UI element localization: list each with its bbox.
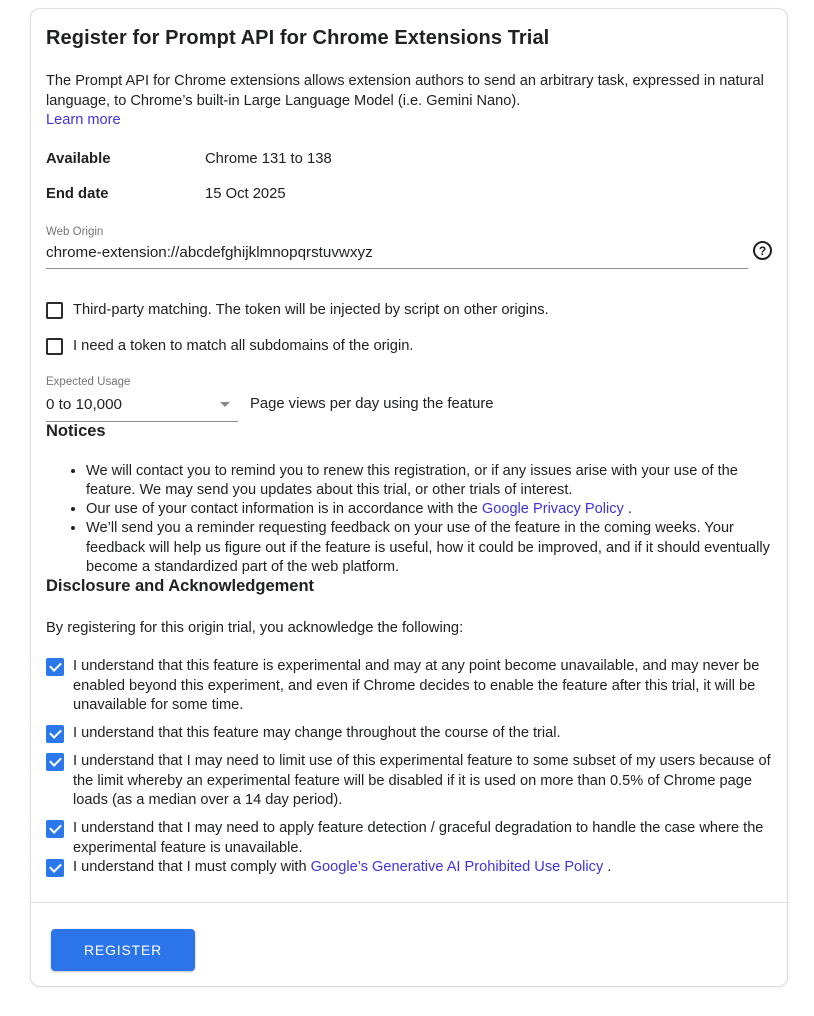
notice-item [86, 462, 771, 501]
end-date-value: 15 Oct 2025 [205, 185, 286, 202]
acknowledgement-text: I understand that I may need to apply feature detection / graceful degradation to handle the case where the experimental feature is unavailable. [73, 820, 764, 856]
expected-usage-value: 0 to 10,000 [46, 395, 123, 413]
privacy-policy-link[interactable]: Google Privacy Policy [481, 501, 624, 518]
expected-usage-select[interactable] [46, 392, 238, 422]
card-body [31, 9, 787, 894]
acknowledgement-item [46, 819, 772, 858]
end-date-label: End date [46, 185, 109, 202]
notices-heading: Notices [46, 421, 106, 440]
acknowledgement-text-after: . [603, 858, 612, 875]
acknowledgement-checkbox-5[interactable] [46, 859, 64, 877]
card-footer [31, 902, 787, 986]
registration-card [30, 8, 788, 987]
notice-item [86, 519, 771, 577]
available-label: Available [46, 150, 111, 167]
trial-description [46, 72, 766, 131]
acknowledgement-item [46, 657, 772, 715]
subdomain-checkbox[interactable] [46, 338, 63, 355]
notice-text: We will contact you to remind you to renew this registration, or if any issues arise with your use of the feature. We may send you updates about this trial, or other trials of interest. [86, 462, 738, 498]
expected-usage-label: Expected Usage [46, 375, 131, 388]
trial-details [46, 151, 772, 203]
acknowledgement-text: I understand that this feature is experimental and may at any point become unavailable, and may never be enabled beyond this experiment, and even if Chrome decides to enable the feature after this trial, it will be unavailable for some time. [73, 658, 760, 713]
notice-text: Our use of your contact information is in accordance with the [86, 501, 482, 518]
chevron-down-icon [220, 402, 230, 407]
available-row [46, 151, 772, 168]
acknowledgement-text: I understand that this feature may change throughout the course of the trial. [73, 725, 561, 742]
expected-usage-row [46, 392, 772, 422]
notice-item [86, 500, 771, 519]
acknowledgement-item [46, 858, 772, 877]
trial-description-text: The Prompt API for Chrome extensions allows extension authors to send an arbitrary task, expressed in natural language, to Chrome’s built-in Large Language Model (i.e. Gemini Nano). [46, 73, 764, 109]
third-party-matching-label: Third-party matching. The token will be injected by script on other origins. [73, 302, 549, 318]
prohibited-use-policy-link[interactable]: Google’s Generative AI Prohibited Use Policy [310, 858, 604, 875]
acknowledgement-checkbox-4[interactable] [46, 820, 64, 838]
acknowledgement-item [46, 724, 772, 743]
third-party-matching-checkbox[interactable] [46, 302, 63, 319]
web-origin-label: Web Origin [46, 225, 104, 238]
available-value: Chrome 131 to 138 [205, 150, 332, 167]
subdomain-option [46, 338, 772, 355]
acknowledgement-text-before: I understand that I must comply with [73, 858, 311, 875]
token-options [46, 302, 772, 355]
expected-usage-hint: Page views per day using the feature [250, 395, 494, 412]
acknowledgement-text [73, 858, 611, 877]
third-party-matching-option [46, 302, 772, 319]
notice-text: We’ll send you a reminder requesting feedback on your use of the feature in the coming weeks. Your feedback will help us figure out if the feature is useful, how it could be improved, and if it should eventually become a standardized part of the web platform. [86, 520, 770, 575]
notices-list [46, 462, 771, 578]
acknowledgement-item [46, 752, 772, 810]
acknowledgement-list [46, 657, 772, 877]
help-icon[interactable] [753, 241, 772, 260]
disclosure-heading: Disclosure and Acknowledgement [46, 577, 315, 596]
acknowledgement-checkbox-1[interactable] [46, 658, 64, 676]
acknowledgement-checkbox-3[interactable] [46, 753, 64, 771]
acknowledgement-checkbox-2[interactable] [46, 725, 64, 743]
acknowledgement-text: I understand that I may need to limit use of this experimental feature to some subset of my users because of the limit whereby an experimental feature will be disabled if it is used on more than 0.5% of Chrome page loads (as a median over a 14 day period). [73, 753, 771, 809]
expected-usage-field [46, 376, 772, 422]
learn-more-link[interactable]: Learn more [46, 112, 121, 128]
subdomain-label: I need a token to match all subdomains of the origin. [73, 338, 414, 354]
end-date-row [46, 186, 772, 203]
web-origin-field [46, 226, 772, 269]
web-origin-input[interactable] [46, 239, 748, 269]
notice-text: . [623, 501, 632, 518]
disclosure-intro: By registering for this origin trial, you acknowledge the following: [46, 620, 464, 637]
register-button[interactable]: REGISTER [51, 929, 195, 971]
page-title: Register for Prompt API for Chrome Extensions Trial [46, 27, 550, 49]
web-origin-row [46, 239, 772, 269]
